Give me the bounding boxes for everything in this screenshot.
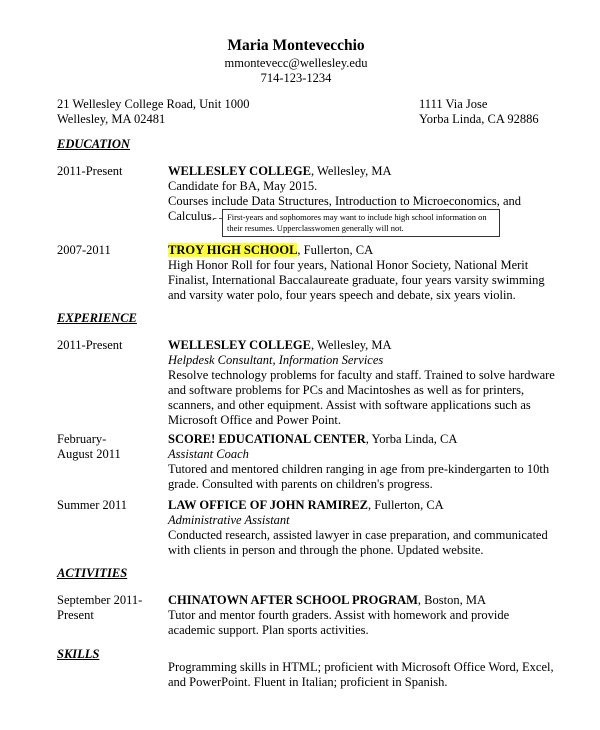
email: mmontevecc@wellesley.edu [224,56,368,70]
section-experience: EXPERIENCE [57,311,137,325]
org-name-highlighted: TROY HIGH SCHOOL [168,243,298,257]
org-name: CHINATOWN AFTER SCHOOL PROGRAM [168,593,418,607]
entry-line: Microsoft Office and Power Point. [168,413,342,427]
experience-date: 2011-Present [57,338,123,352]
entry-line: Programming skills in HTML; proficient with Microsoft Office Word, Excel, [168,660,554,674]
entry-line: Tutored and mentored children ranging in age from pre-kindergarten to 10th [168,462,550,476]
experience-entry [168,498,548,558]
entry-line: Conducted research, assisted lawyer in case preparation, and communicated [168,528,548,542]
entry-line: Resolve technology problems for faculty and staff. Trained to solve hardware [168,368,555,382]
activities-date [57,593,142,623]
experience-date: Summer 2011 [57,498,128,512]
entry-line: and varsity water polo, four years speech and debate, six years violin. [168,288,516,302]
entry-line: scanners, and other equipment. Assist with software applications such as [168,398,531,412]
address-left-line: Wellesley, MA 02481 [57,112,166,126]
org-location: , Wellesley, MA [311,164,392,178]
org-name: SCORE! EDUCATIONAL CENTER [168,432,366,446]
skills-entry [168,660,554,690]
entry-line: Finalist, International Baccalaureate graduate, four years varsity swimming [168,273,545,287]
job-role: Assistant Coach [168,447,249,461]
address-left-line: 21 Wellesley College Road, Unit 1000 [57,97,250,111]
entry-line: and PowerPoint. Fluent in Italian; proficient in Spanish. [168,675,448,689]
org-name: WELLESLEY COLLEGE [168,164,311,178]
date-line: Present [57,608,94,622]
comment-connector [208,218,222,220]
org-location: , Boston, MA [417,593,486,607]
phone: 714-123-1234 [260,71,332,85]
entry-line: Candidate for BA, May 2015. [168,179,318,193]
address-right-line: 1111 Via Jose [419,97,488,111]
org-name: LAW OFFICE OF JOHN RAMIREZ [168,498,369,512]
address-right-line: Yorba Linda, CA 92886 [419,112,539,126]
resume-name: Maria Montevecchio [227,37,365,54]
date-line: August 2011 [57,447,121,461]
entry-line: Calculus. [168,209,215,223]
entry-line: grade. Consulted with parents on children's progress. [168,477,433,491]
entry-line: Tutor and mentor fourth graders. Assist with homework and provide [168,608,510,622]
entry-line: and software problems for PCs and Macintoshes as well as for printers, [168,383,525,397]
org-location: , Fullerton, CA [368,498,444,512]
date-line: September 2011- [57,593,143,607]
experience-entry [168,338,555,428]
entry-line: Courses include Data Structures, Introduction to Microeconomics, and [168,194,522,208]
section-education: EDUCATION [57,137,130,151]
entry-line: High Honor Roll for four years, National Honor Society, National Merit [168,258,529,272]
experience-date [57,432,121,462]
education-date: 2007-2011 [57,243,111,257]
experience-entry [168,432,548,492]
address-right [419,97,539,127]
address-left [57,97,250,127]
job-role: Administrative Assistant [168,513,290,527]
org-location: , Yorba Linda, CA [365,432,458,446]
activities-entry [168,593,548,638]
entry-line: academic support. Plan sports activities. [168,623,369,637]
section-activities: ACTIVITIES [57,566,128,580]
section-skills: SKILLS [57,647,100,661]
entry-line: with clients in person and through the phone. Updated website. [168,543,484,557]
org-location: , Fullerton, CA [297,243,374,257]
education-date: 2011-Present [57,164,123,178]
date-line: February- [57,432,107,446]
org-name: WELLESLEY COLLEGE [168,338,311,352]
org-location: , Wellesley, MA [311,338,392,352]
comment-balloon[interactable]: First-years and sophomores may want to include high school information on their resumes. Upperclasswomen generally will not. [222,209,500,237]
job-role: Helpdesk Consultant, Information Services [168,353,384,367]
education-entry [168,243,548,303]
